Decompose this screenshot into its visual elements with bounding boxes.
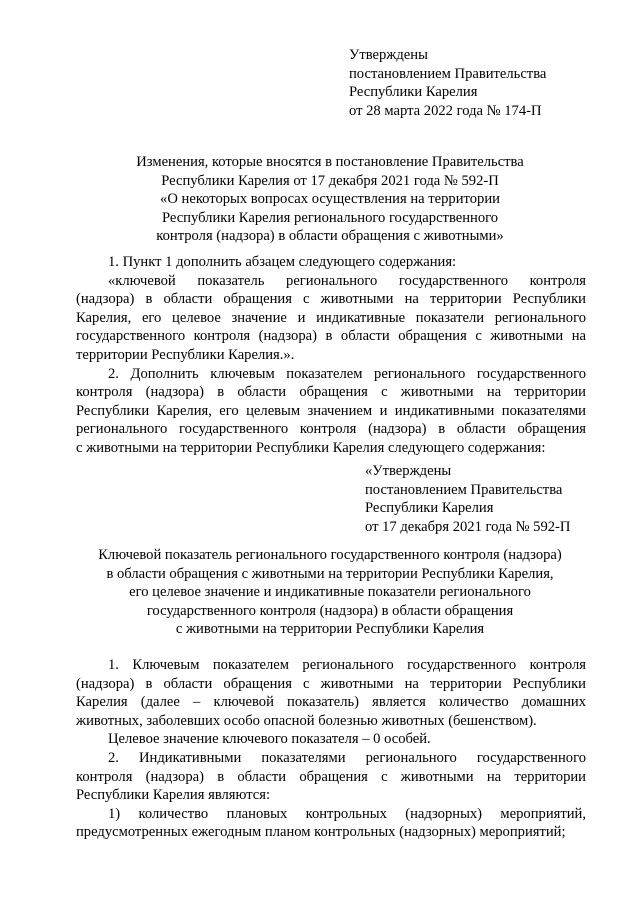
approval-line: «Утверждены xyxy=(365,463,452,479)
paragraph-line: 2. Индикативными показателями регионального государственного xyxy=(108,749,586,766)
paragraph-line: территории Республики Карелия.». xyxy=(76,346,295,363)
title-line: его целевое значение и индикативные показатели регионального xyxy=(129,584,531,601)
title-line: Ключевой показатель регионального государственного контроля (надзора) xyxy=(98,547,562,563)
paragraph-line: (надзора) в области обращения с животными на территории Республики xyxy=(76,291,586,308)
approval-stamp-top xyxy=(349,46,546,120)
approval-line: постановлением Правительства xyxy=(349,65,547,82)
paragraph-line: Целевое значение ключевого показателя – 0 особей. xyxy=(108,731,431,748)
paragraph-line: Карелия, его целевое значение и индикативные показатели регионального xyxy=(76,309,586,326)
paragraph-line: Республики Карелия являются: xyxy=(76,787,271,804)
paragraph-line: 1) количество плановых контрольных (надзорных) мероприятий, xyxy=(108,805,586,822)
paragraph-line: 1. Ключевым показателем регионального государственного контроля xyxy=(108,657,586,673)
approval-line: от 28 марта 2022 года № 174-П xyxy=(349,102,542,119)
paragraph-line: Карелия (далее – ключевой показатель) является количество домашних xyxy=(76,694,586,711)
amendments-body xyxy=(76,253,586,458)
paragraph-line: предусмотренных ежегодным планом контрольных (надзорных) мероприятий; xyxy=(76,824,566,841)
title-line: Республики Карелия от 17 декабря 2021 года № 592-П xyxy=(161,172,499,189)
paragraph-line: государственного контроля (надзора) в области обращения с животными на xyxy=(76,328,586,345)
paragraph-line: контроля (надзора) в области обращения с животными на территории xyxy=(76,384,586,401)
approval-line: Республики Карелия xyxy=(365,500,494,517)
paragraph-line: 1. Пункт 1 дополнить абзацем следующего содержания: xyxy=(108,254,457,270)
approval-line: Утверждены xyxy=(349,47,428,63)
paragraph-line: (надзора) в области обращения с животными на территории Республики xyxy=(76,675,586,692)
title-line: в области обращения с животными на территории Республики Карелия, xyxy=(106,565,554,582)
title-line: контроля (надзора) в области обращения с животными» xyxy=(156,228,504,245)
paragraph-line: 2. Дополнить ключевым показателем регионального государственного xyxy=(108,365,586,382)
paragraph-line: регионального государственного контроля (надзора) в области обращения xyxy=(76,421,586,438)
title-line: с животными на территории Республики Карелия xyxy=(175,621,485,638)
paragraph-line: с животными на территории Республики Карелия следующего содержания: xyxy=(76,439,546,456)
title-line: Изменения, которые вносятся в постановление Правительства xyxy=(136,154,524,170)
paragraph-line: контроля (надзора) в области обращения с животными на территории xyxy=(76,768,586,785)
approval-line: от 17 декабря 2021 года № 592-П xyxy=(365,518,571,535)
amendments-title xyxy=(60,153,600,246)
key-indicator-title xyxy=(60,546,600,639)
title-line: государственного контроля (надзора) в области обращения xyxy=(146,602,514,619)
paragraph-line: Республики Карелия, его целевым значением и индикативными показателями xyxy=(76,402,586,419)
paragraph-line: животных, заболевших особо опасной болезнью животных (бешенством). xyxy=(76,712,537,729)
key-indicator-body xyxy=(76,656,586,842)
approval-line: постановлением Правительства xyxy=(365,481,563,498)
approval-stamp-inner xyxy=(365,462,570,536)
paragraph-line: «ключевой показатель регионального государственного контроля xyxy=(108,272,586,289)
title-line: Республики Карелия регионального государственного xyxy=(161,209,499,226)
approval-line: Республики Карелия xyxy=(349,84,478,101)
title-line: «О некоторых вопросах осуществления на территории xyxy=(160,191,500,208)
